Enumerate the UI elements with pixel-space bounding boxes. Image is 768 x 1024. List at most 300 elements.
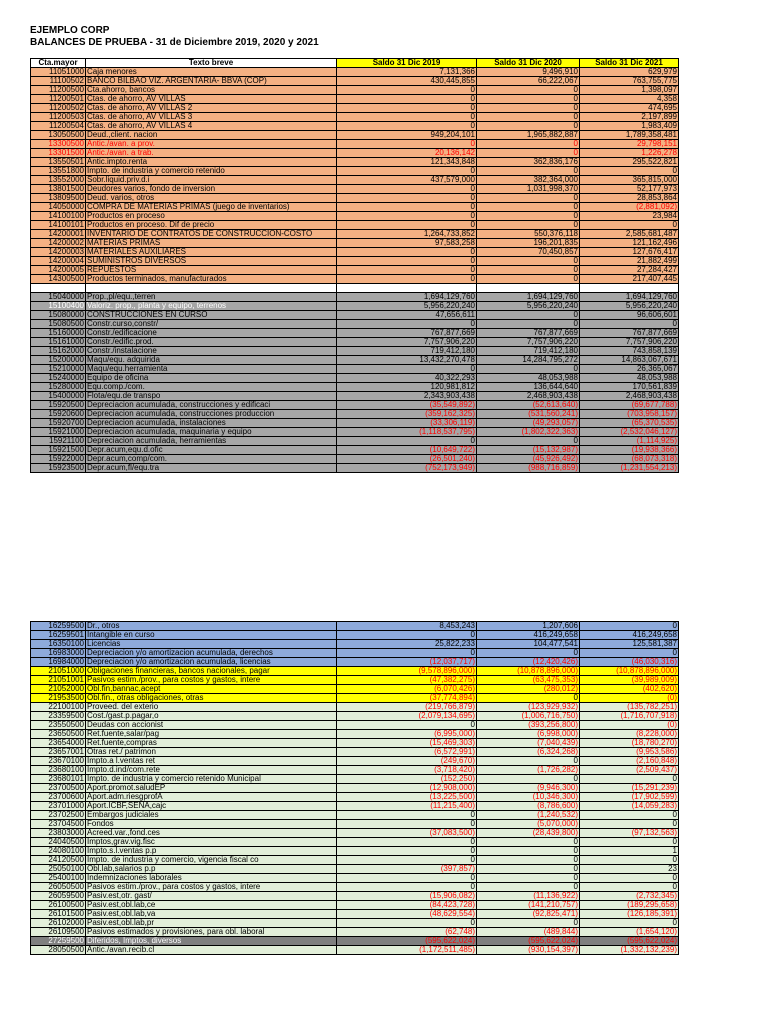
account-number: 26102000 (31, 919, 86, 928)
balance-2019: (752,173,949) (337, 464, 477, 473)
account-description: Constr./instalacione (86, 347, 337, 356)
account-description: Maqu/equ.herramienta (86, 365, 337, 374)
account-number: 27259500 (31, 937, 86, 946)
account-number: 11200500 (31, 86, 86, 95)
balance-2019: 0 (337, 838, 477, 847)
balance-2019: 0 (337, 221, 477, 230)
balance-2021: 23,984 (580, 212, 679, 221)
balance-2019: (359,162,325) (337, 410, 477, 419)
account-description: Productos terminados, manufacturados (86, 275, 337, 284)
account-description: Indemnizaciones laborales (86, 874, 337, 883)
balance-2019: (6,070,426) (337, 685, 477, 694)
table-row (31, 365, 679, 374)
account-number: 24120500 (31, 856, 86, 865)
balance-2021: (2,881,092) (580, 203, 679, 212)
balance-2019: (9,578,896,000) (337, 667, 477, 676)
balance-2019: 0 (337, 203, 477, 212)
account-number: 14200005 (31, 266, 86, 275)
table-row (31, 221, 679, 230)
account-description: MATERIALES AUXILIARES (86, 248, 337, 257)
table-row (31, 194, 679, 203)
account-description: Obl.fin,bannac,acept (86, 685, 337, 694)
account-description: Deudas con accionist (86, 721, 337, 730)
balance-2019: 8,453,243 (337, 622, 477, 631)
account-number: 15921100 (31, 437, 86, 446)
account-description: Valoriz. prop., planta y equipo, terrenos (86, 302, 337, 311)
balance-2021: 2,585,681,487 (580, 230, 679, 239)
table-row (31, 392, 679, 401)
account-description: Pasiv.est,obl.lab,va (86, 910, 337, 919)
account-number: 23701000 (31, 802, 86, 811)
balance-2020: 1,965,882,887 (477, 131, 580, 140)
balance-2021: 0 (580, 221, 679, 230)
account-number: 21051001 (31, 676, 86, 685)
balance-2019: 0 (337, 437, 477, 446)
table-row (31, 356, 679, 365)
account-description: Ret.fuente,compras (86, 739, 337, 748)
balance-2020: 0 (477, 757, 580, 766)
balance-2019: 25,822,233 (337, 640, 477, 649)
balance-2020: 0 (477, 847, 580, 856)
balance-2019: 0 (337, 874, 477, 883)
account-number: 14200002 (31, 239, 86, 248)
balance-2020: (595,622,024) (477, 937, 580, 946)
account-number: 14200004 (31, 257, 86, 266)
balance-2019: (1,172,511,485) (337, 946, 477, 955)
balance-2019: 437,579,000 (337, 176, 477, 185)
account-description: Impto. de industria y comercio retenido Municipal (86, 775, 337, 784)
account-number: 13300500 (31, 140, 86, 149)
account-description: Flota/equ.de transpo (86, 392, 337, 401)
balance-2019: 0 (337, 883, 477, 892)
account-description: Depr.acum,comp/com. (86, 455, 337, 464)
balance-2020: 1,031,998,370 (477, 185, 580, 194)
balance-2021: 29,798,151 (580, 140, 679, 149)
account-description: Deudores varios, fondo de inversion (86, 185, 337, 194)
balance-2020: 136,644,640 (477, 383, 580, 392)
table-row (31, 919, 679, 928)
table-row (31, 658, 679, 667)
balance-2020: 0 (477, 212, 580, 221)
balance-2020: 0 (477, 275, 580, 284)
balance-2019: 0 (337, 365, 477, 374)
balance-2020: 196,201,835 (477, 239, 580, 248)
balance-2020: 416,249,658 (477, 631, 580, 640)
table-row (31, 176, 679, 185)
table-row (31, 685, 679, 694)
account-description: Ctas. de ahorro, AV VILLAS (86, 95, 337, 104)
account-description: Embargos judiciales (86, 811, 337, 820)
balance-2019: 0 (337, 86, 477, 95)
header-saldo-2019: Saldo 31 Dic 2019 (337, 59, 477, 68)
account-number: 24080100 (31, 847, 86, 856)
table-row (31, 775, 679, 784)
table-row (31, 437, 679, 446)
account-description: Aport.ICBF,SENA,cajc (86, 802, 337, 811)
account-description: Constr./edificacione (86, 329, 337, 338)
balance-2021: 48,053,988 (580, 374, 679, 383)
table-row (31, 329, 679, 338)
account-description: Cta.ahorro, bancos (86, 86, 337, 95)
account-number: 15210000 (31, 365, 86, 374)
account-number: 28050500 (31, 946, 86, 955)
account-number: 14200001 (31, 230, 86, 239)
table-row (31, 811, 679, 820)
account-description: Impto.s.l.ventas p.p (86, 847, 337, 856)
account-number: 26050500 (31, 883, 86, 892)
balance-2020: (5,070,000) (477, 820, 580, 829)
balance-2021: 0 (580, 874, 679, 883)
trial-balance-table-2 (30, 621, 679, 955)
account-number: 23700500 (31, 784, 86, 793)
table-row (31, 757, 679, 766)
table-row (31, 302, 679, 311)
account-number: 23680100 (31, 766, 86, 775)
account-description: Depreciacion acumulada, construcciones y edificaci (86, 401, 337, 410)
balance-2019: 20,136,142 (337, 149, 477, 158)
balance-2019: 0 (337, 811, 477, 820)
account-number: 23700600 (31, 793, 86, 802)
table-row (31, 892, 679, 901)
account-description: Productos en proceso (86, 212, 337, 221)
account-number: 23654000 (31, 739, 86, 748)
table-row (31, 104, 679, 113)
balance-2019: (12,908,000) (337, 784, 477, 793)
balance-2021: 0 (580, 856, 679, 865)
balance-2021: 629,979 (580, 68, 679, 77)
balance-2019: (84,423,728) (337, 901, 477, 910)
balance-2019: (6,995,000) (337, 730, 477, 739)
balance-2020: 1,694,129,760 (477, 293, 580, 302)
account-number: 23803000 (31, 829, 86, 838)
table-row (31, 374, 679, 383)
account-description: Diferidos, Imptos, diversos (86, 937, 337, 946)
balance-2020: (10,878,896,000) (477, 667, 580, 676)
balance-2019: (219,766,879) (337, 703, 477, 712)
table-row (31, 338, 679, 347)
account-number: 13301500 (31, 149, 86, 158)
table-row (31, 784, 679, 793)
balance-2020: 0 (477, 167, 580, 176)
balance-2020: (9,946,300) (477, 784, 580, 793)
account-description: Antic./avan. a prov. (86, 140, 337, 149)
balance-2019: 121,343,848 (337, 158, 477, 167)
balance-2020: (393,256,800) (477, 721, 580, 730)
balance-2021: 1,398,097 (580, 86, 679, 95)
balance-2021: (189,295,658) (580, 901, 679, 910)
balance-2020: 0 (477, 122, 580, 131)
account-description: Dr., otros (86, 622, 337, 631)
balance-2021: (19,938,366) (580, 446, 679, 455)
table-row (31, 730, 679, 739)
balance-2019 (337, 284, 477, 293)
balance-2020: 0 (477, 266, 580, 275)
account-number (31, 284, 86, 293)
balance-2019: (47,382,275) (337, 676, 477, 685)
balance-2020: (7,040,439) (477, 739, 580, 748)
table-row (31, 167, 679, 176)
balance-2020: 0 (477, 365, 580, 374)
account-description: Equipo de oficina (86, 374, 337, 383)
balance-2020: 0 (477, 140, 580, 149)
table-row (31, 631, 679, 640)
balance-2020: (1,006,716,750) (477, 712, 580, 721)
balance-2020: 0 (477, 221, 580, 230)
balance-2019: (15,906,082) (337, 892, 477, 901)
table-row (31, 158, 679, 167)
balance-2021: 0 (580, 320, 679, 329)
balance-2019: (12,037,717) (337, 658, 477, 667)
balance-2021: (1,654,120) (580, 928, 679, 937)
table-row (31, 748, 679, 757)
table-row (31, 703, 679, 712)
balance-2021: (703,958,157) (580, 410, 679, 419)
balance-2020: (141,210,757) (477, 901, 580, 910)
table-row (31, 640, 679, 649)
table-row (31, 712, 679, 721)
account-description: Antic./avan. a trab. (86, 149, 337, 158)
account-description: Constr./edific.prod. (86, 338, 337, 347)
balance-2020: 0 (477, 919, 580, 928)
balance-2020: 0 (477, 775, 580, 784)
account-description: Ctas. de ahorro, AV VILLAS 2 (86, 104, 337, 113)
account-number: 13550501 (31, 158, 86, 167)
balance-2019: 0 (337, 104, 477, 113)
balance-2019: 0 (337, 856, 477, 865)
account-description: Pasivos estim./prov., para costos y gastos, intere (86, 676, 337, 685)
balance-2019: (152,250) (337, 775, 477, 784)
account-number: 23704500 (31, 820, 86, 829)
header-cta-mayor: Cta.mayor (31, 59, 86, 68)
account-description: COMPRA DE MATERIAS PRIMAS (juego de inventarios) (86, 203, 337, 212)
table-row (31, 122, 679, 131)
account-description: Maqu/equ. adquirida (86, 356, 337, 365)
balance-2020: 2,468,903,438 (477, 392, 580, 401)
balance-2019: 1,694,129,760 (337, 293, 477, 302)
account-number: 11200503 (31, 113, 86, 122)
balance-2021: 0 (580, 820, 679, 829)
balance-2020: 0 (477, 257, 580, 266)
account-description: MATERIAS PRIMAS (86, 239, 337, 248)
balance-2020: 0 (477, 883, 580, 892)
balance-2021: 1 (580, 847, 679, 856)
account-description: Productos en proceso. Dif de precio (86, 221, 337, 230)
balance-2021: (1,716,707,918) (580, 712, 679, 721)
table-row (31, 410, 679, 419)
balance-2021: 2,468,903,438 (580, 392, 679, 401)
balance-2019: 0 (337, 631, 477, 640)
table-row (31, 239, 679, 248)
balance-2020: 70,450,857 (477, 248, 580, 257)
balance-2019: (13,225,500) (337, 793, 477, 802)
account-description: Prop.,pl/equ.,terren (86, 293, 337, 302)
account-number: 14050000 (31, 203, 86, 212)
company-title: EJEMPLO CORP (30, 25, 110, 36)
account-number: 23550500 (31, 721, 86, 730)
balance-2020: 0 (477, 149, 580, 158)
balance-2020: 0 (477, 649, 580, 658)
balance-2019: (10,649,722) (337, 446, 477, 455)
account-description: Ctas. de ahorro, AV VILLAS 3 (86, 113, 337, 122)
account-description: Deud.,client. nacion (86, 131, 337, 140)
balance-2019: (3,718,420) (337, 766, 477, 775)
account-number: 21052000 (31, 685, 86, 694)
account-number: 23359500 (31, 712, 86, 721)
balance-2021: 14,863,067,671 (580, 356, 679, 365)
account-number: 15400000 (31, 392, 86, 401)
table-row (31, 293, 679, 302)
balance-2021: (18,780,270) (580, 739, 679, 748)
account-number: 11051000 (31, 68, 86, 77)
balance-2019: (2,079,134,695) (337, 712, 477, 721)
balance-2020: 0 (477, 320, 580, 329)
account-description: REPUESTOS (86, 266, 337, 275)
balance-2021: 0 (580, 775, 679, 784)
balance-2021: (1,332,132,239) (580, 946, 679, 955)
table-row (31, 284, 679, 293)
account-number: 26101500 (31, 910, 86, 919)
table-row (31, 937, 679, 946)
trial-balance-table-1 (30, 58, 679, 473)
balance-2020: 719,412,180 (477, 347, 580, 356)
account-description: Constr.curso,constr/ (86, 320, 337, 329)
account-description: SUMINISTROS DIVERSOS (86, 257, 337, 266)
balance-2021: (14,059,283) (580, 802, 679, 811)
balance-2021: (65,370,535) (580, 419, 679, 428)
table-row (31, 883, 679, 892)
balance-2021: 767,877,669 (580, 329, 679, 338)
account-description: Obl.lab,salarios p.p (86, 865, 337, 874)
table-row (31, 140, 679, 149)
balance-2019: 430,445,855 (337, 77, 477, 86)
account-description: Depreciacion acumulada, instalaciones (86, 419, 337, 428)
balance-2019: 0 (337, 167, 477, 176)
table-row (31, 946, 679, 955)
table-row (31, 446, 679, 455)
table-row (31, 113, 679, 122)
balance-2019: 120,981,812 (337, 383, 477, 392)
account-description: Intangible en curso (86, 631, 337, 640)
account-number: 13552000 (31, 176, 86, 185)
table-row (31, 230, 679, 239)
balance-2020: 1,207,606 (477, 622, 580, 631)
balance-2021: 52,177,973 (580, 185, 679, 194)
balance-2020: (52,613,640) (477, 401, 580, 410)
account-number: 21953500 (31, 694, 86, 703)
balance-2019: 0 (337, 194, 477, 203)
account-description: Obligaciones financieras, bancos nacionales, pagar (86, 667, 337, 676)
balance-2021: 26,365,067 (580, 365, 679, 374)
account-description: Depreciacion acumulada, construcciones produccion (86, 410, 337, 419)
balance-2019: 13,432,270,478 (337, 356, 477, 365)
balance-2019: 5,956,220,240 (337, 302, 477, 311)
account-description: Pasiv.est,obl.lab,ce (86, 901, 337, 910)
table-row (31, 901, 679, 910)
balance-2020: (12,420,426) (477, 658, 580, 667)
balance-2020: 0 (477, 865, 580, 874)
table-row (31, 131, 679, 140)
balance-2020: 0 (477, 203, 580, 212)
balance-2020: (11,136,922) (477, 892, 580, 901)
balance-2019: 0 (337, 95, 477, 104)
account-number: 15040000 (31, 293, 86, 302)
account-number: 22100100 (31, 703, 86, 712)
balance-2019: 0 (337, 113, 477, 122)
balance-2019: 2,343,903,438 (337, 392, 477, 401)
balance-2020: 5,956,220,240 (477, 302, 580, 311)
account-number: 15161000 (31, 338, 86, 347)
balance-2019: 767,877,669 (337, 329, 477, 338)
balance-2021: 0 (580, 622, 679, 631)
table-row (31, 320, 679, 329)
balance-2019: 0 (337, 122, 477, 131)
balance-2020: 767,877,669 (477, 329, 580, 338)
table-row (31, 622, 679, 631)
account-number: 15160000 (31, 329, 86, 338)
table-row (31, 928, 679, 937)
table-row (31, 347, 679, 356)
account-number: 14100101 (31, 221, 86, 230)
balance-2021: 125,581,387 (580, 640, 679, 649)
balance-2020: 0 (477, 874, 580, 883)
table-row (31, 203, 679, 212)
account-description: BANCO BILBAO VIZ. ARGENTARIA- BBVA (COP) (86, 77, 337, 86)
balance-2020: (1,726,282) (477, 766, 580, 775)
balance-2019: (249,670) (337, 757, 477, 766)
account-description: Pasiv.est,otr. gast/ (86, 892, 337, 901)
balance-2021: 763,755,775 (580, 77, 679, 86)
balance-2021: 1,694,129,760 (580, 293, 679, 302)
balance-2021: (69,677,788) (580, 401, 679, 410)
balance-2019: 0 (337, 185, 477, 194)
table-row (31, 248, 679, 257)
account-number: 14300500 (31, 275, 86, 284)
account-number: 23650500 (31, 730, 86, 739)
account-description: CONSTRUCCIONES EN CURSO (86, 311, 337, 320)
balance-2019: (48,629,554) (337, 910, 477, 919)
balance-2021: 0 (580, 838, 679, 847)
balance-2020 (477, 284, 580, 293)
account-number: 14100100 (31, 212, 86, 221)
balance-2020: (1,240,532) (477, 811, 580, 820)
balance-2020: (63,475,353) (477, 676, 580, 685)
balance-2021: (2,532,046,127) (580, 428, 679, 437)
balance-2019: 97,583,258 (337, 239, 477, 248)
account-number: 15920700 (31, 419, 86, 428)
account-number: 15921500 (31, 446, 86, 455)
balance-2019: 0 (337, 257, 477, 266)
account-number: 13551800 (31, 167, 86, 176)
table-row (31, 847, 679, 856)
balance-2020: 0 (477, 86, 580, 95)
table-row (31, 383, 679, 392)
balance-2020: 0 (477, 838, 580, 847)
balance-2020: 0 (477, 437, 580, 446)
account-number: 11200501 (31, 95, 86, 104)
account-description: Fondos (86, 820, 337, 829)
table-row (31, 721, 679, 730)
balance-2021: 0 (580, 811, 679, 820)
balance-2021: 743,858,139 (580, 347, 679, 356)
balance-2020: (6,324,268) (477, 748, 580, 757)
table-row (31, 694, 679, 703)
account-number: 14200003 (31, 248, 86, 257)
balance-2021: 21,882,499 (580, 257, 679, 266)
account-description: Otras ret./ patrimon (86, 748, 337, 757)
account-description: Deud. varios, otros (86, 194, 337, 203)
balance-2021: (97,132,563) (580, 829, 679, 838)
balance-2021: (126,185,391) (580, 910, 679, 919)
